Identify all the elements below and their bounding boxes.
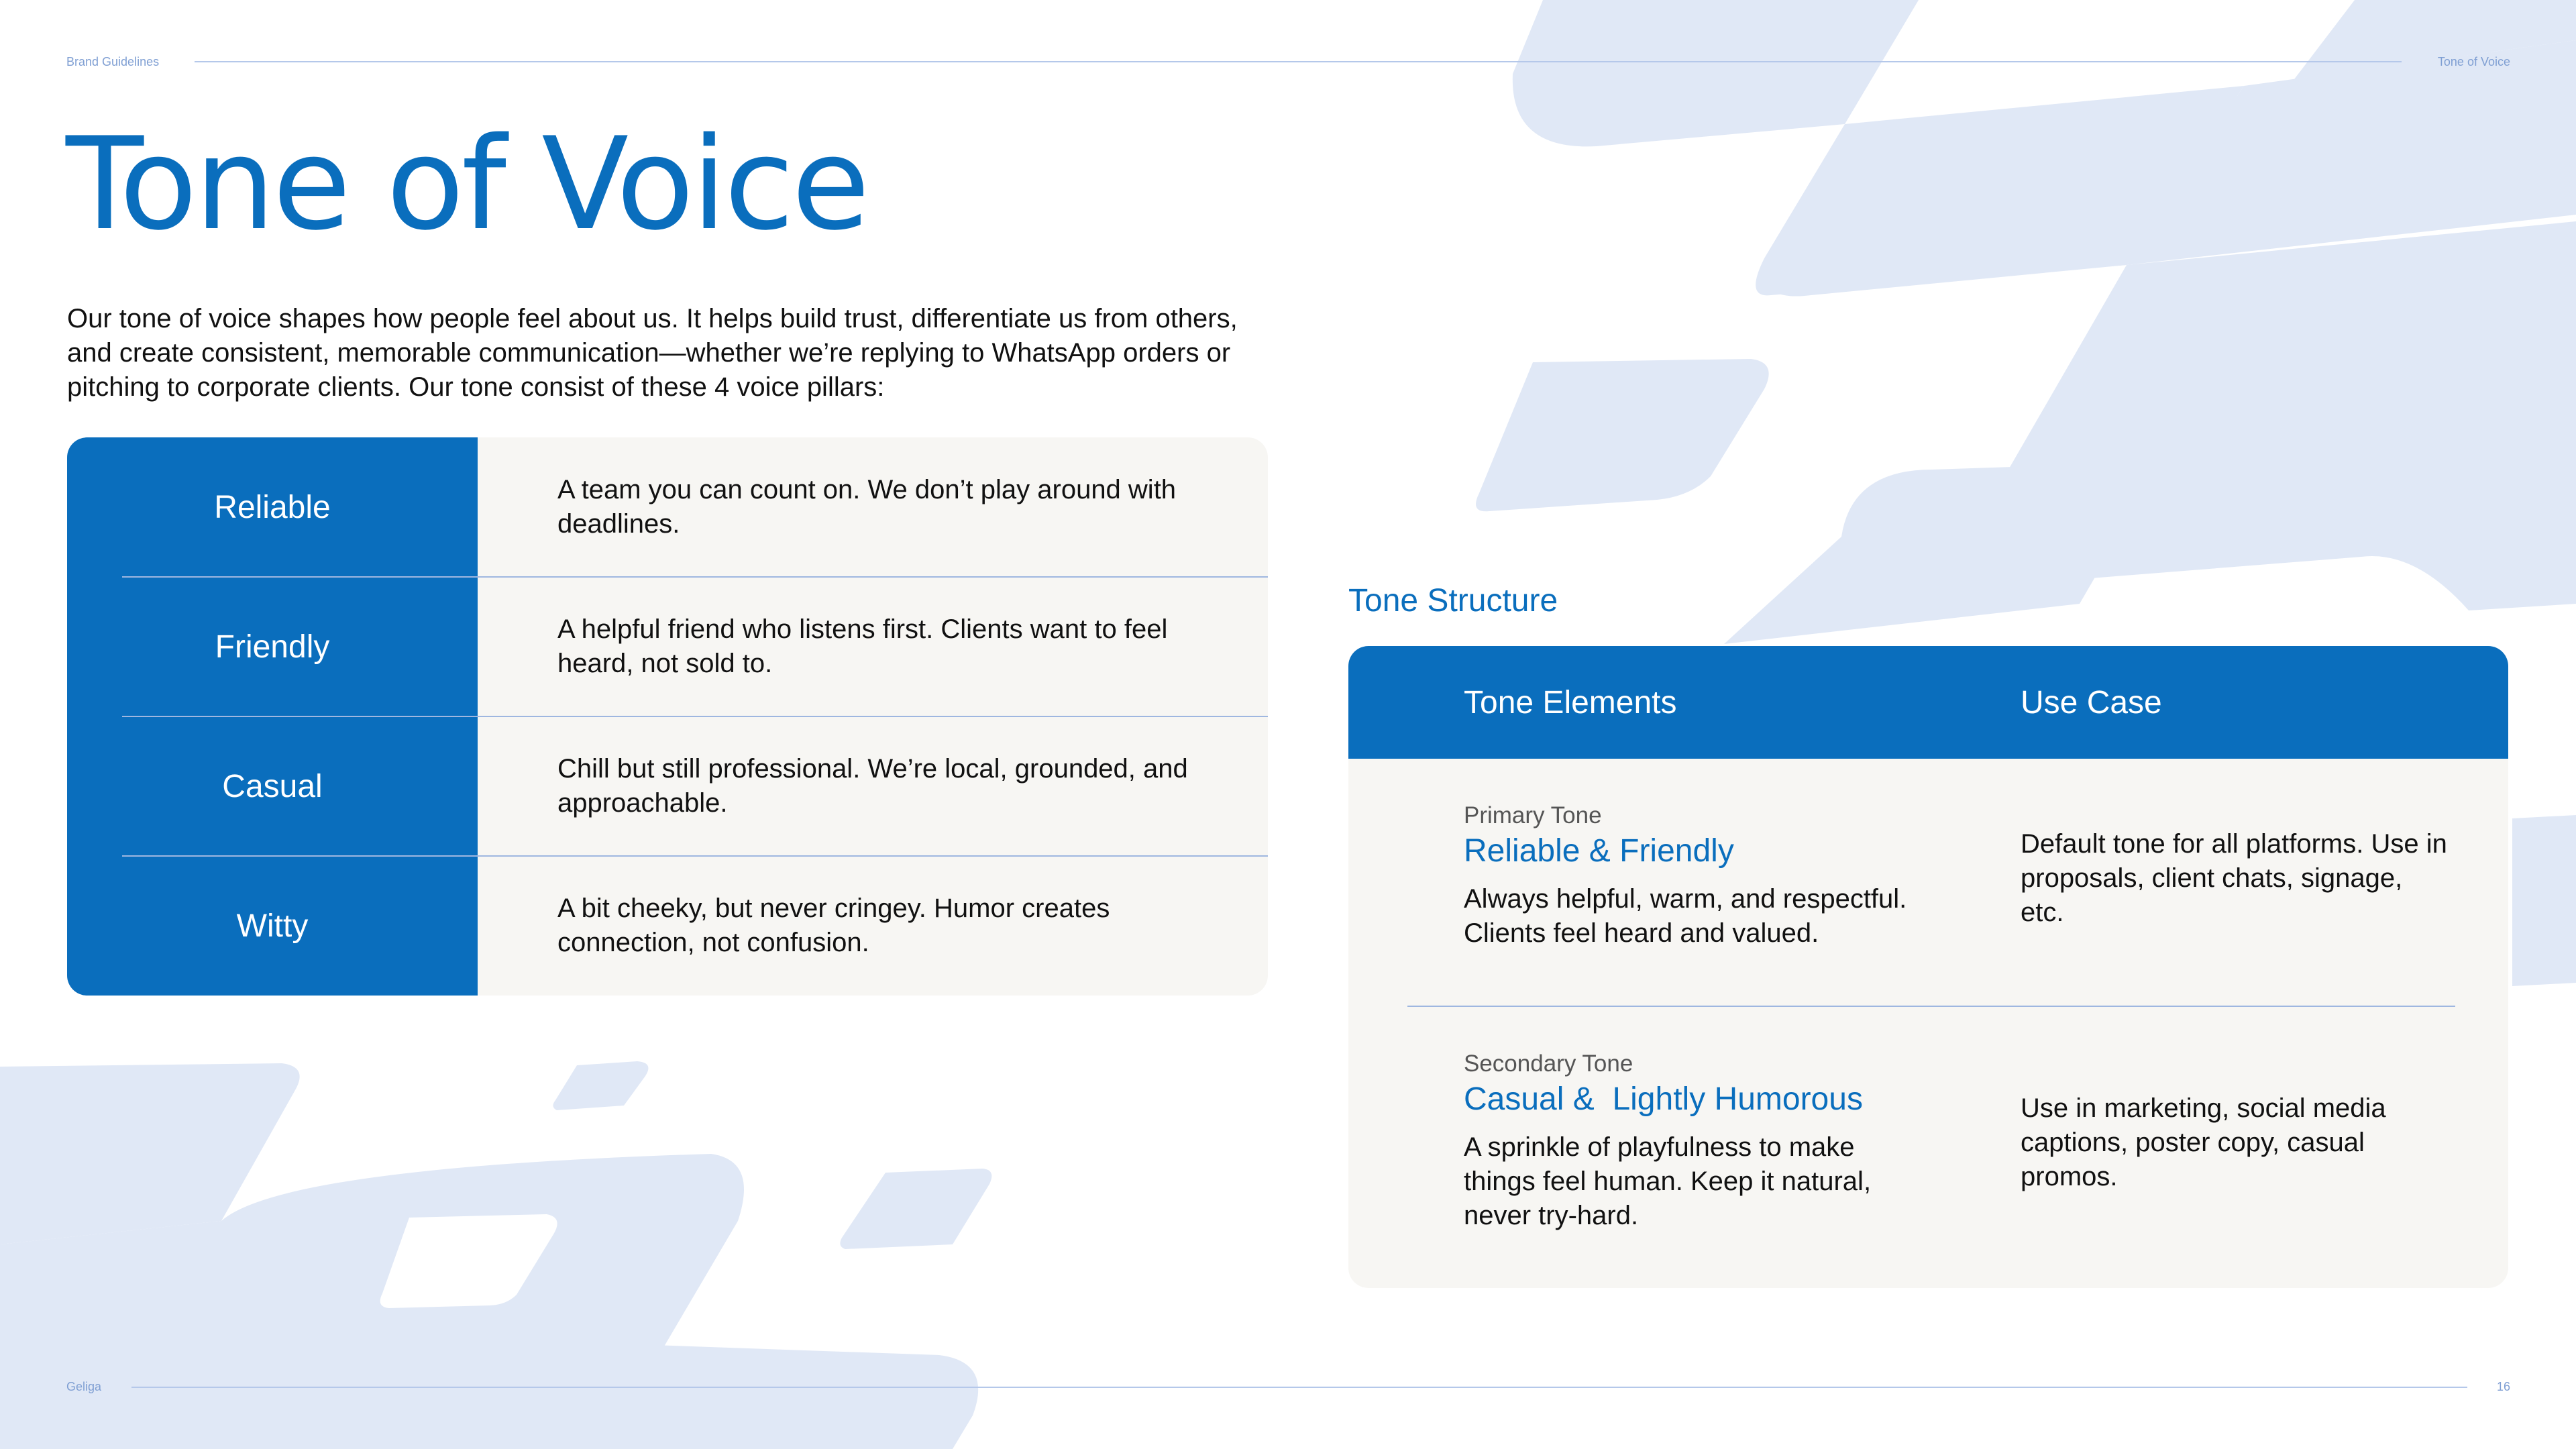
- pillar-description: A team you can count on. We don’t play around with deadlines.: [557, 475, 1177, 539]
- tone-structure-title: Tone Structure: [1348, 583, 1558, 619]
- tone-name: Casual & Lightly Humorous: [1464, 1081, 1863, 1117]
- table-header: [1348, 646, 2508, 759]
- header-left-label: Brand Guidelines: [66, 55, 160, 68]
- page-number: 16: [2496, 1380, 2510, 1393]
- tone-description: Always helpful, warm, and respectful. Clients feel heard and valued.: [1464, 884, 1907, 948]
- footer-left-label: Geliga: [66, 1380, 102, 1393]
- pillar-description: A bit cheeky, but never cringey. Humor creates connection, not confusion.: [557, 894, 1110, 957]
- pillar-name: Reliable: [214, 489, 331, 525]
- pillar-row-friendly: [67, 577, 1268, 716]
- tone-use-case: Use in marketing, social media captions, poster copy, casual promos.: [2021, 1093, 2386, 1191]
- pillar-description: A helpful friend who listens first. Clients want to feel heard, not sold to.: [557, 614, 1168, 678]
- footer-rule: [131, 1387, 2467, 1388]
- tone-label: Primary Tone: [1464, 802, 1602, 828]
- tone-name: Reliable & Friendly: [1464, 833, 1734, 869]
- table-divider: [1407, 1006, 2455, 1007]
- column-header-tone-elements: Tone Elements: [1464, 684, 1677, 720]
- tone-use-case: Default tone for all platforms. Use in proposals, client chats, signage, etc.: [2021, 829, 2447, 927]
- voice-pillars-card: [67, 437, 1268, 996]
- column-header-use-case: Use Case: [2021, 684, 2162, 720]
- pillar-name: Casual: [222, 768, 323, 804]
- pillar-row-witty: [67, 856, 1268, 996]
- pillar-description: Chill but still professional. We’re local, grounded, and approachable.: [557, 754, 1188, 818]
- header-rule: [195, 61, 2402, 62]
- tone-description: A sprinkle of playfulness to make things feel human. Keep it natural, never try-hard.: [1464, 1132, 1872, 1230]
- pillar-row-reliable: [67, 437, 1268, 577]
- intro-paragraph: Our tone of voice shapes how people feel about us. It helps build trust, differentiate us from others, and create consistent, memorable communication—whether we’re replying to WhatsApp orders or pitching to corporate clients. Our tone consist of these 4 voice pillars:: [67, 304, 1238, 402]
- header-right-label: Tone of Voice: [2437, 55, 2510, 68]
- tone-label: Secondary Tone: [1464, 1051, 1633, 1077]
- pillar-name: Witty: [236, 908, 309, 944]
- page-title: Tone of Voice: [66, 110, 867, 258]
- pillar-row-casual: [67, 716, 1268, 856]
- pillar-name: Friendly: [215, 629, 330, 665]
- tone-structure-table: [1348, 646, 2508, 1288]
